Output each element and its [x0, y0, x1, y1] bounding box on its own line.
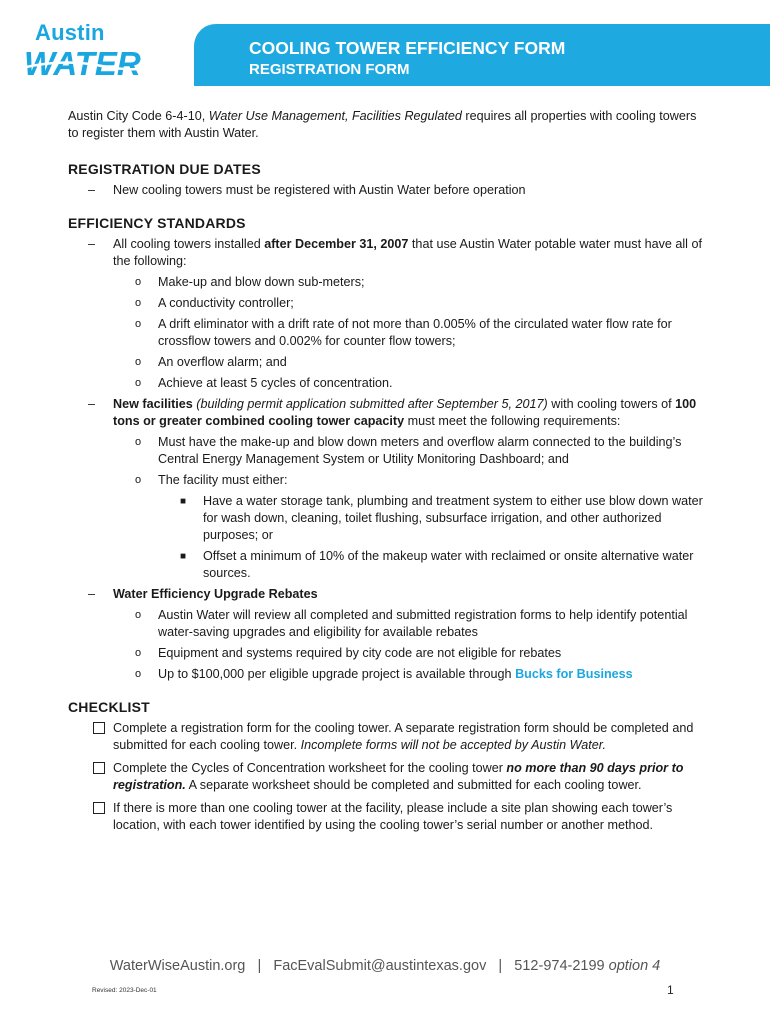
circle-bullet-icon: o [135, 377, 142, 389]
circle-bullet-icon: o [135, 276, 142, 288]
list-item-text: Make-up and blow down sub-meters; [158, 275, 365, 289]
dash-bullet-icon: – [88, 237, 96, 251]
list-item [68, 182, 708, 199]
list-item [113, 274, 708, 291]
list-item-bold: Water Efficiency Upgrade Rebates [113, 587, 318, 601]
checklist-item [68, 760, 708, 794]
list-item-text: A drift eliminator with a drift rate of not more than 0.005% of the circulated water flow rate for crossflow towers and 0.002% for counter flow towers; [158, 317, 672, 348]
list-item [113, 666, 708, 683]
document-body [68, 108, 708, 850]
list-item-text: Have a water storage tank, plumbing and treatment system to either use blow down water for wash down, cleaning, toilet flushing, subsurface irrigation, and other authorized purposes; or [203, 494, 703, 542]
list-item-text: must meet the following requirements: [404, 414, 621, 428]
list-item-text: Austin Water will review all completed and submitted registration forms to help identify potential water-saving upgrades and eligibility for available rebates [158, 608, 688, 639]
list-item [68, 236, 708, 392]
list-item-text: with cooling towers of [547, 397, 676, 411]
circle-bullet-icon: o [135, 668, 142, 680]
empty-checkbox-icon[interactable] [93, 722, 105, 734]
circle-bullet-icon: o [135, 356, 142, 368]
heading-due-dates: REGISTRATION DUE DATES [68, 161, 261, 177]
circle-bullet-icon: o [135, 474, 142, 486]
logo-water-text: WATER [24, 45, 141, 82]
list-item [158, 548, 708, 582]
footer-phone-option: option 4 [608, 958, 661, 974]
page-number: 1 [667, 983, 674, 997]
list-item-text: Achieve at least 5 cycles of concentration. [158, 376, 393, 390]
section-due-dates [68, 161, 708, 199]
square-bullet-icon: ■ [180, 551, 187, 562]
list-item-text: An overflow alarm; and [158, 355, 287, 369]
list-item-text: All cooling towers installed [113, 237, 265, 251]
list-item-text: Must have the make-up and blow down meters and overflow alarm connected to the building’s Central Energy Management System or Utility Monitoring Dashboard; and [158, 435, 682, 466]
logo-austin-text: Austin [35, 20, 105, 45]
checklist-item [68, 800, 708, 834]
circle-bullet-icon: o [135, 436, 142, 448]
footer-website[interactable]: WaterWiseAustin.org [109, 958, 246, 974]
section-efficiency-standards [68, 215, 708, 683]
checklist-text: Complete a registration form for the cooling tower. A separate registration form should be completed and submitted for each cooling tower. [113, 721, 694, 752]
list-item-bold: New facilities [113, 397, 193, 411]
heading-efficiency-standards: EFFICIENCY STANDARDS [68, 215, 246, 231]
empty-checkbox-icon[interactable] [93, 762, 105, 774]
checklist-item [68, 720, 708, 754]
footer-contact [0, 958, 770, 974]
list-item [113, 607, 708, 641]
list-item-text: The facility must either: [158, 473, 288, 487]
intro-code-title: Water Use Management, Facilities Regulated [208, 109, 462, 123]
footer-email[interactable]: FacEvalSubmit@austintexas.gov [273, 958, 487, 974]
checklist-text: Complete the Cycles of Concentration worksheet for the cooling tower [113, 761, 507, 775]
list-item [68, 586, 708, 683]
circle-bullet-icon: o [135, 647, 142, 659]
list-item-text: Up to $100,000 per eligible upgrade project is available through [158, 667, 516, 681]
dash-bullet-icon: – [88, 397, 96, 411]
list-item [113, 645, 708, 662]
form-subtitle: REGISTRATION FORM [249, 61, 410, 78]
empty-checkbox-icon[interactable] [93, 802, 105, 814]
list-item-bold: after December 31, 2007 [264, 237, 409, 251]
austin-water-logo [22, 18, 172, 88]
list-item [113, 472, 708, 582]
list-item [68, 396, 708, 582]
list-item [113, 316, 708, 350]
intro-text-end: requires all properties with cooling towers to register them with Austin Water. [68, 109, 697, 140]
bucks-for-business-link[interactable]: Bucks for Business [515, 667, 633, 681]
checklist-text: If there is more than one cooling tower at the facility, please include a site plan showing each tower’s location, with each tower identified by using the cooling tower’s serial number or another method. [113, 801, 673, 832]
list-item [113, 434, 708, 468]
title-banner [194, 24, 770, 86]
list-item [113, 295, 708, 312]
list-item [158, 493, 708, 544]
circle-bullet-icon: o [135, 318, 142, 330]
logo-water-wordmark [22, 44, 172, 84]
list-item-text: A conductivity controller; [158, 296, 294, 310]
dash-bullet-icon: – [88, 587, 96, 601]
circle-bullet-icon: o [135, 297, 142, 309]
intro-paragraph [68, 108, 708, 142]
list-item-bold: 100 tons or greater combined cooling tower capacity [113, 397, 697, 428]
footer-phone: 512-974-2199 [514, 958, 605, 974]
circle-bullet-icon: o [135, 609, 142, 621]
heading-checklist: CHECKLIST [68, 699, 150, 715]
dash-bullet-icon: – [88, 183, 96, 197]
list-item-italic: (building permit application submitted after September 5, 2017) [192, 397, 548, 411]
checklist-bold-italic: no more than 90 days prior to registration. [113, 761, 684, 792]
intro-text: Austin City Code 6-4-10, [68, 109, 209, 123]
form-title: COOLING TOWER EFFICIENCY FORM [249, 38, 566, 58]
checklist-italic: Incomplete forms will not be accepted by Austin Water. [300, 738, 607, 752]
square-bullet-icon: ■ [180, 496, 187, 507]
list-item-text: New cooling towers must be registered with Austin Water before operation [113, 183, 526, 197]
checklist-text: A separate worksheet should be completed and submitted for each cooling tower. [185, 778, 642, 792]
footer-separator: | [498, 958, 503, 974]
section-checklist [68, 699, 708, 834]
list-item [113, 354, 708, 371]
list-item-text: that use Austin Water potable water must have all of the following: [113, 237, 702, 268]
list-item [113, 375, 708, 392]
revised-date: Revised: 2023-Dec-01 [92, 987, 157, 994]
footer-separator: | [257, 958, 262, 974]
list-item-text: Offset a minimum of 10% of the makeup water with reclaimed or onsite alternative water sources. [203, 549, 694, 580]
list-item-text: Equipment and systems required by city code are not eligible for rebates [158, 646, 562, 660]
